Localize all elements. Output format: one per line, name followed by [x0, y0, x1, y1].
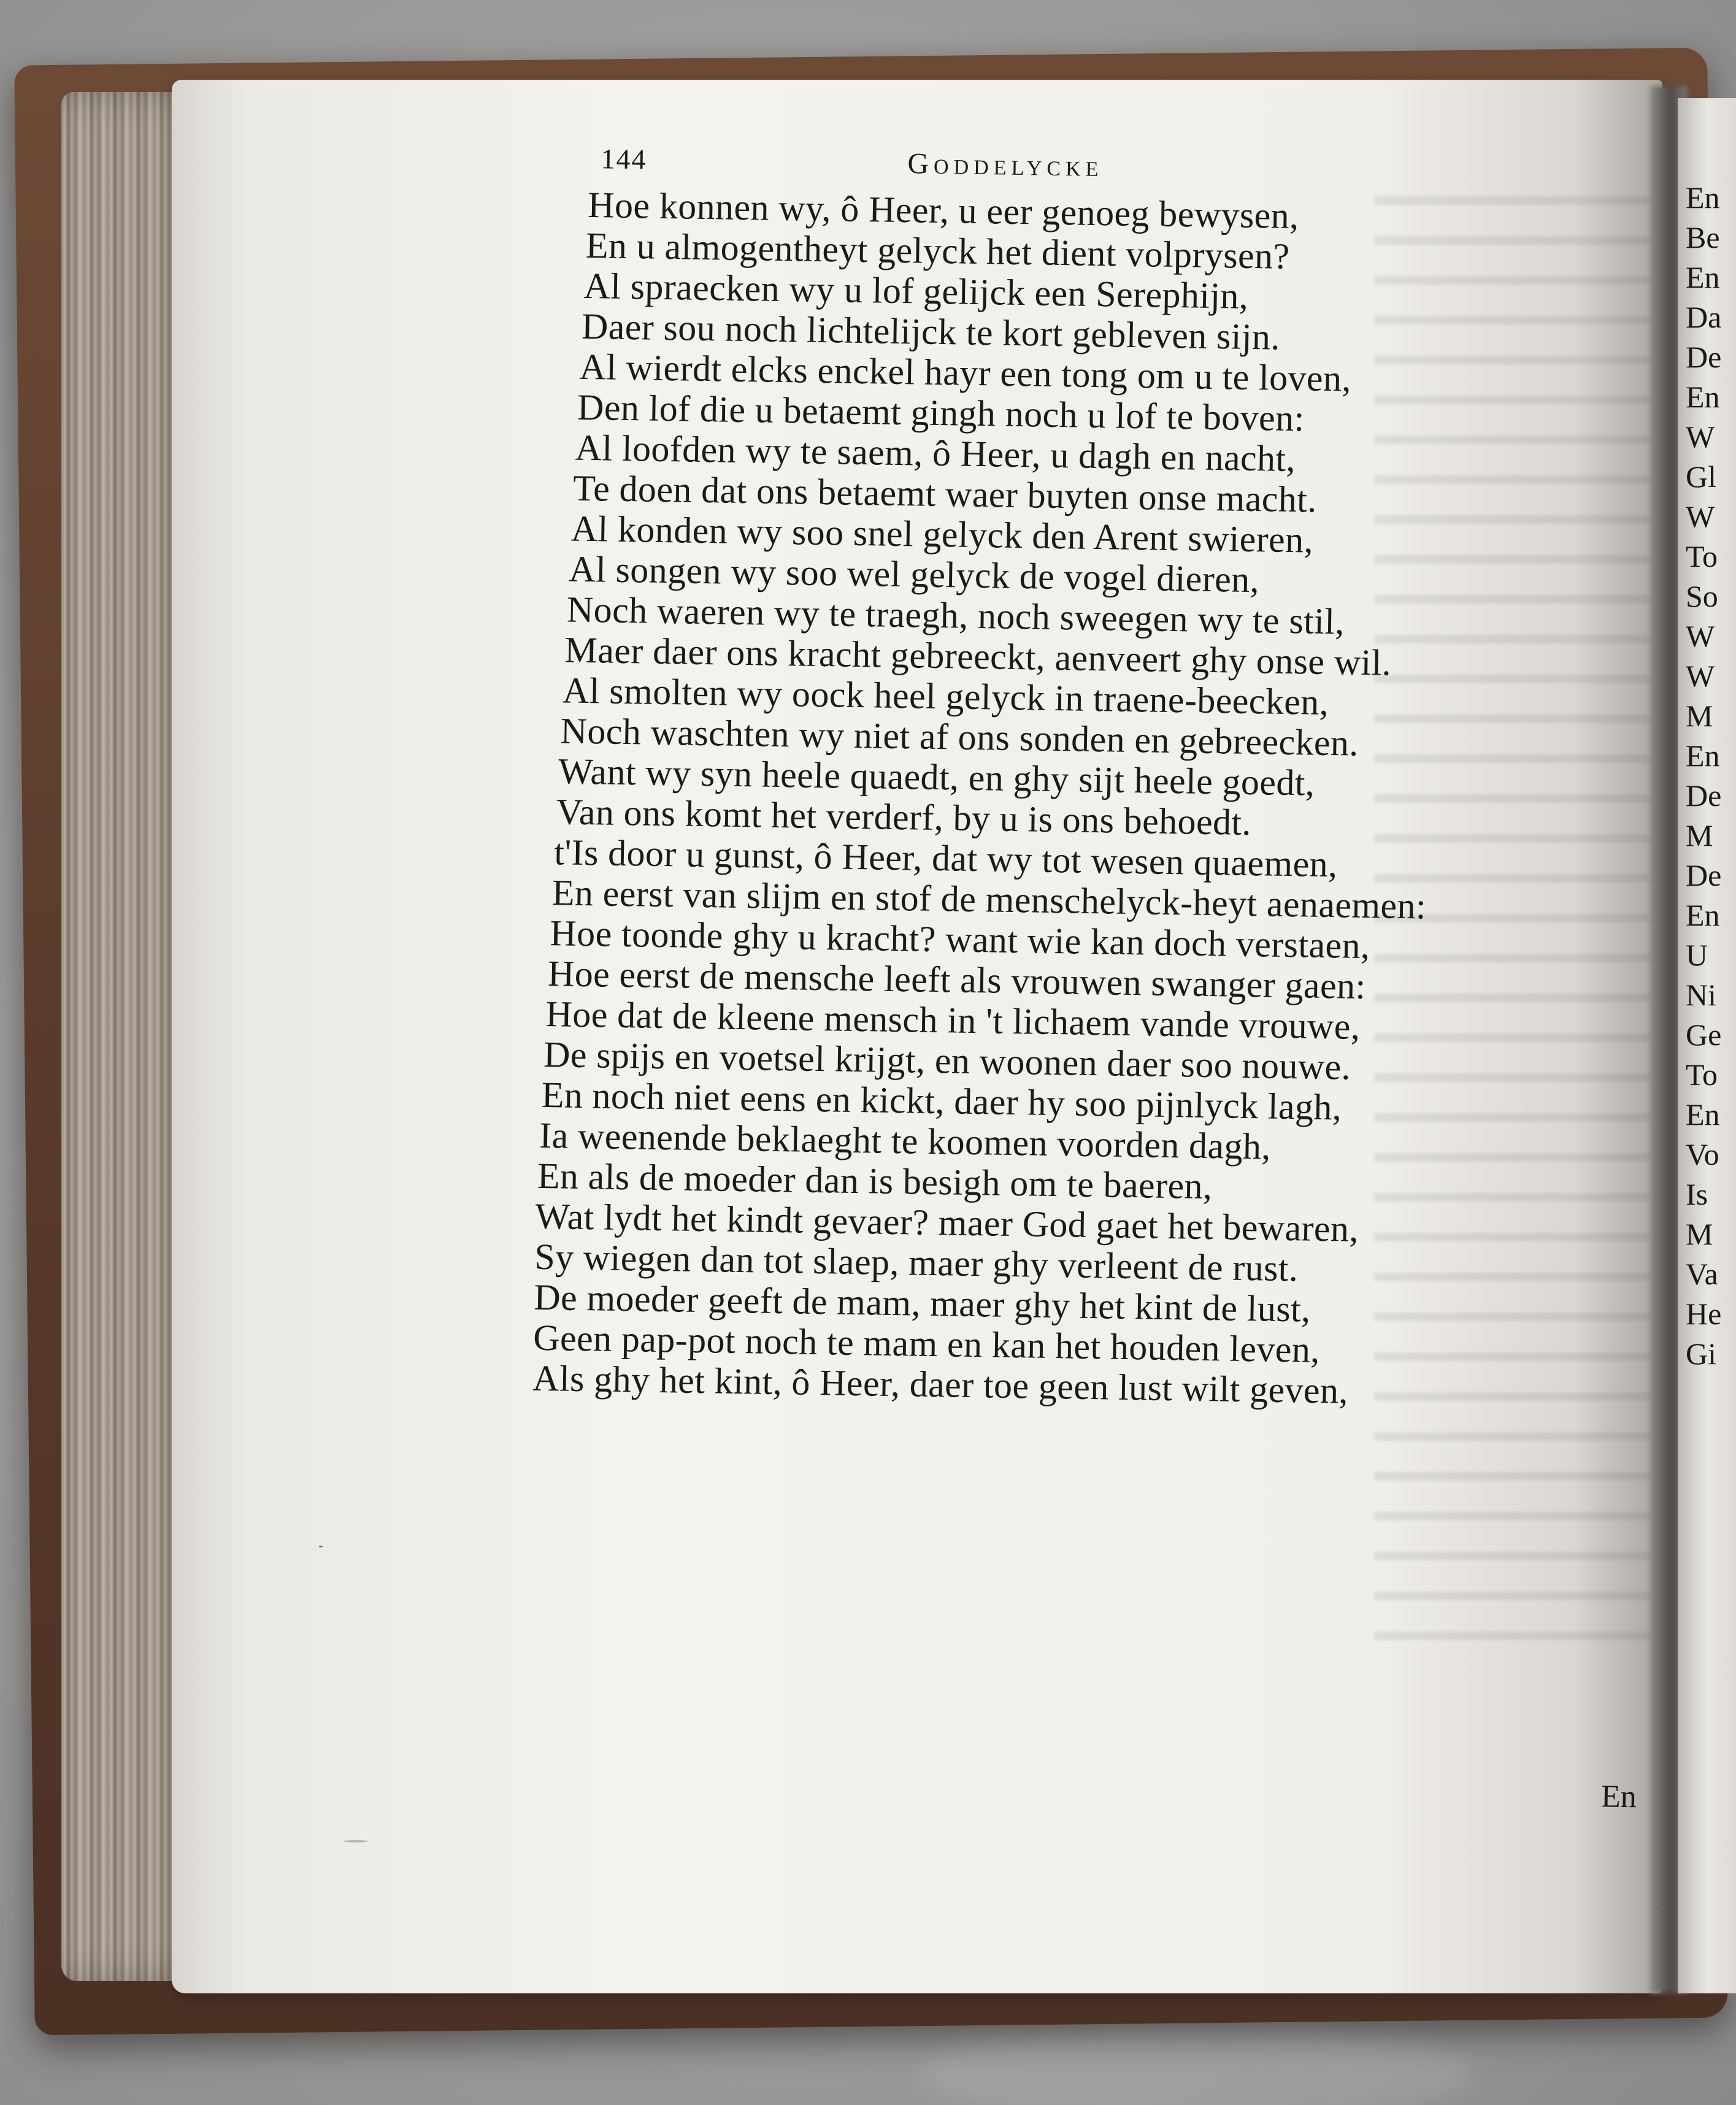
facing-line: Ge: [1686, 1018, 1722, 1052]
verse-line: En u almogentheyt gelyck het dient volprysen?: [585, 224, 1290, 277]
verse-line: Geen pap-pot noch te mam en kan het houden leven,: [532, 1317, 1321, 1370]
facing-line: En: [1686, 180, 1720, 215]
facing-line: Gl: [1686, 459, 1716, 494]
facing-line: En: [1686, 1097, 1720, 1132]
facing-line: To: [1686, 539, 1718, 573]
facing-line: De: [1686, 858, 1722, 892]
verse-line: Als ghy het kint, ô Heer, daer toe geen lust wilt geven,: [532, 1357, 1349, 1411]
verse-line: En noch niet eens en kickt, daer hy soo pijnlyck lagh,: [541, 1074, 1342, 1128]
verse-line: En als de moeder dan is besigh om te baeren,: [537, 1155, 1213, 1207]
paper-speck: [1656, 1908, 1660, 1909]
facing-line: W: [1686, 420, 1715, 454]
verse-line: Den lof die u betaemt gingh noch u lof te boven:: [577, 386, 1305, 439]
paper-speck: [344, 1840, 368, 1842]
verse-line: Al konden wy soo snel gelyck den Arent swieren,: [570, 508, 1314, 561]
running-head-title: Goddelycke: [907, 147, 1104, 183]
facing-line: He: [1686, 1297, 1722, 1331]
verse-line: Sy wiegen dan tot slaep, maer ghy verleent de rust.: [534, 1236, 1299, 1289]
verse-line: Noch waschten wy niet af ons sonden en gebreecken.: [560, 710, 1359, 764]
verse-line: Al spraecken wy u lof gelijck een Serephijn,: [583, 265, 1249, 316]
facing-line: En: [1686, 260, 1720, 294]
verse-line: Daer sou noch lichtelijck te kort gebleven sijn.: [581, 305, 1281, 358]
paper-speck: [319, 1546, 323, 1547]
verse-line: Te doen dat ons betaemt waer buyten onse macht.: [572, 467, 1318, 520]
verse-line: Al smolten wy oock heel gelyck in traene-beecken,: [562, 670, 1329, 723]
facing-line: W: [1686, 659, 1715, 693]
facing-line: Da: [1686, 300, 1722, 334]
facing-line: So: [1686, 579, 1718, 613]
verse-line: Hoe eerst de mensche leeft als vrouwen swanger gaen:: [547, 953, 1367, 1007]
verse-line: Al songen wy soo wel gelyck de vogel dieren,: [568, 548, 1260, 600]
facing-line: Vo: [1686, 1137, 1719, 1171]
facing-line: U: [1686, 938, 1708, 972]
facing-line: Va: [1686, 1257, 1718, 1291]
page-number: 144: [601, 143, 647, 175]
verse-line: Hoe dat de kleene mensch in 't lichaem vande vrouwe,: [545, 994, 1361, 1047]
verse-line: Hoe toonde ghy u kracht? want wie kan doch verstaen,: [549, 913, 1370, 967]
facing-line: Be: [1686, 220, 1720, 255]
facing-line: En: [1686, 898, 1720, 932]
cloth-highlight: [920, 2024, 1472, 2105]
verse-line: De spijs en voetsel krijgt, en woonen daer soo nouwe.: [543, 1033, 1351, 1087]
facing-line: Ni: [1686, 978, 1716, 1012]
catchword: En: [1600, 1779, 1637, 1815]
verse-line: Al wierdt elcks enckel hayr een tong om u te loven,: [579, 346, 1352, 399]
facing-line: Gi: [1686, 1336, 1716, 1371]
verse-line: Noch waeren wy te traegh, noch sweegen wy te stil,: [566, 589, 1345, 642]
verse-line: En eerst van slijm en stof de menschelyck-heyt aenaemen:: [551, 872, 1427, 927]
facing-line: De: [1686, 340, 1722, 374]
facing-line: W: [1686, 619, 1715, 653]
page-text-block: [532, 141, 1644, 1416]
facing-line: Is: [1686, 1177, 1708, 1211]
verse-lines: [532, 184, 1643, 1416]
facing-line: En: [1686, 380, 1720, 414]
verse-line: Wat lydt het kindt gevaer? maer God gaet het bewaren,: [534, 1195, 1359, 1249]
verse-line: Want wy syn heele quaedt, en ghy sijt heele goedt,: [558, 751, 1315, 803]
verse-line: Hoe konnen wy, ô Heer, u eer genoeg bewysen,: [587, 184, 1299, 237]
facing-line: M: [1686, 1217, 1713, 1251]
verse-line: Al loofden wy te saem, ô Heer, u dagh en nacht,: [575, 427, 1296, 480]
verse-line: t'Is door u gunst, ô Heer, dat wy tot wesen quaemen,: [553, 832, 1338, 885]
verse-line: De moeder geeft de mam, maer ghy het kint de lust,: [533, 1276, 1312, 1330]
verse-line: Ia weenende beklaeght te koomen voorden dagh,: [539, 1114, 1272, 1167]
facing-line: M: [1686, 699, 1713, 733]
facing-line: De: [1686, 778, 1722, 813]
facing-line: To: [1686, 1057, 1718, 1092]
verse-line: Van ons komt het verderf, by u is ons behoedt.: [556, 791, 1252, 843]
verse-line: Maer daer ons kracht gebreeckt, aenveert ghy onse wil.: [564, 629, 1392, 683]
facing-line: En: [1686, 738, 1720, 773]
facing-line: M: [1686, 818, 1713, 853]
facing-page-line-starts: [1686, 178, 1736, 1374]
facing-line: W: [1686, 499, 1715, 534]
